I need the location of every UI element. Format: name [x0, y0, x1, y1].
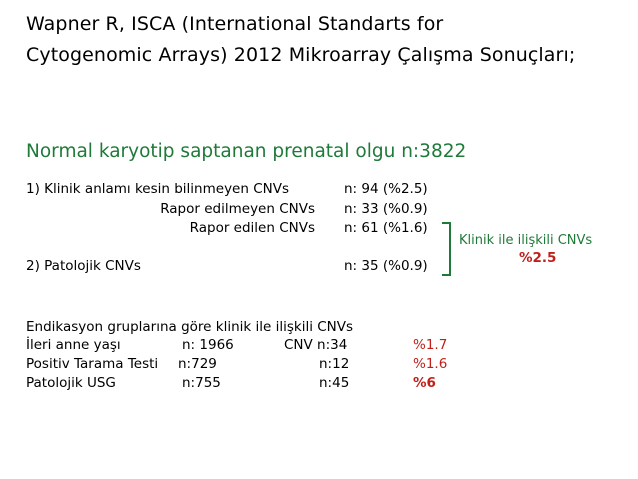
group-cnv-1: CNV n:34 [284, 337, 348, 353]
green-bracket [442, 222, 451, 276]
group-n-2: n:729 [178, 356, 217, 372]
group-cnv-2: n:12 [319, 356, 350, 372]
row-value-3: n: 61 (%1.6) [344, 220, 428, 236]
group-cnv-3: n:45 [319, 375, 350, 391]
row-label-3: Rapor edilen CNVs [189, 220, 315, 236]
row-value-2: n: 33 (%0.9) [344, 201, 428, 217]
subtitle: Normal karyotip saptanan prenatal olgu n:3822 [26, 141, 467, 162]
group-n-3: n:755 [182, 375, 221, 391]
group-name-2: Positiv Tarama Testi [26, 356, 159, 372]
row-label-1: 1) Klinik anlamı kesin bilinmeyen CNVs [26, 181, 290, 197]
group-pct-3: %6 [413, 375, 436, 391]
row-value-1: n: 94 (%2.5) [344, 181, 428, 197]
title-line-2: Cytogenomic Arrays) 2012 Mikroarray Çalışma Sonuçları; [26, 44, 576, 66]
section2-heading: Endikasyon gruplarına göre klinik ile ilişkili CNVs [26, 319, 354, 335]
title-line-1: Wapner R, ISCA (International Standarts for [26, 13, 444, 35]
row-label-4: 2) Patolojik CNVs [26, 258, 141, 274]
group-pct-2: %1.6 [413, 356, 448, 372]
group-n-1: n: 1966 [182, 337, 234, 353]
group-name-3: Patolojik USG [26, 375, 116, 391]
group-pct-1: %1.7 [413, 337, 448, 353]
callout-value: %2.5 [519, 250, 557, 266]
row-label-2: Rapor edilmeyen CNVs [160, 201, 315, 217]
row-value-4: n: 35 (%0.9) [344, 258, 428, 274]
group-name-1: İleri anne yaşı [26, 337, 121, 353]
callout-label: Klinik ile ilişkili CNVs [459, 233, 593, 248]
